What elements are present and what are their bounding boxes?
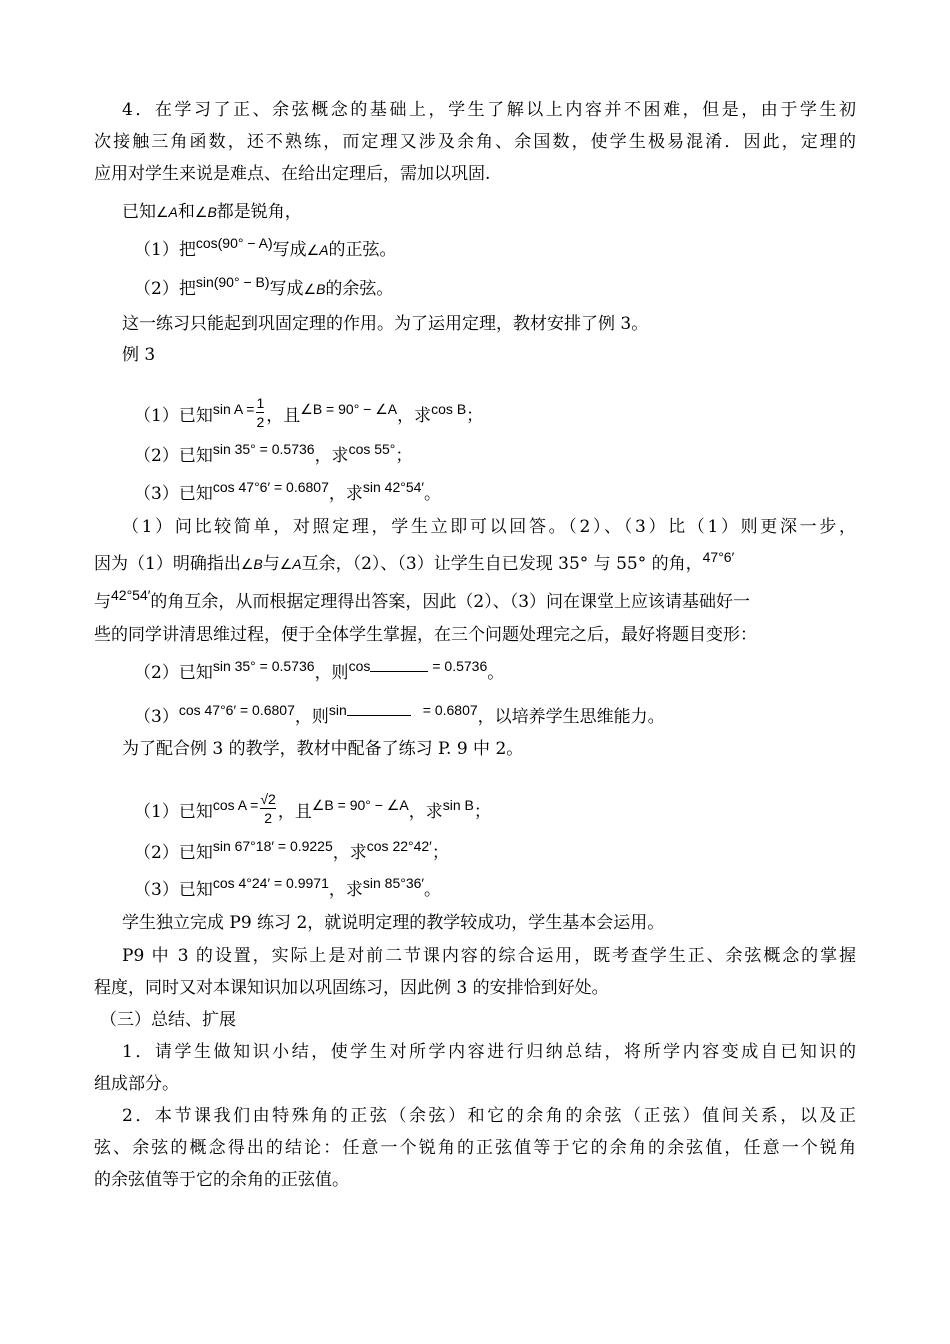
text: ； (473, 802, 491, 822)
summary-2-line-1: 2．本节课我们由特殊角的正弦（余弦）和它的余角的余弦（正弦）值间关系，以及正 (122, 1106, 856, 1126)
text: （1）已知 (134, 406, 213, 426)
practice-intro: 为了配合例 3 的教学，教材中配备了练习 P. 9 中 2。 (122, 739, 524, 759)
function-name: sin (328, 702, 347, 718)
text: （1）已知 (134, 802, 213, 822)
text: （3）已知 (134, 484, 213, 504)
formula: sin 35° = 0.5736 (212, 441, 315, 457)
condition: ∠B = 90° − ∠A (300, 401, 398, 417)
text: 和 (177, 202, 195, 222)
known-angles-line (122, 200, 302, 224)
condition: ∠B = 90° − ∠A (311, 797, 409, 813)
analysis-line-1: （1）问比较简单，对照定理，学生立即可以回答。（2）、（3）比（1）则更深一步， (122, 517, 856, 537)
text: ，求 (332, 843, 367, 863)
target: cos B (431, 401, 467, 417)
text: （2）已知 (134, 843, 213, 863)
summary-2-line-2: 弦、余弦的概念得出的结论：任意一个锐角的正弦值等于它的余角的余弦值，任意一个锐角 (94, 1138, 856, 1158)
analysis-line-2 (94, 549, 735, 576)
formula: cos 47°6′ = 0.6807 (178, 702, 295, 718)
text: 互余，（2）、（3）让学生自已发现 35° 与 55° 的角， (301, 554, 703, 574)
practice-2-item-3 (134, 875, 442, 902)
target: sin 42°54′ (362, 479, 425, 495)
text: ，则 (314, 663, 349, 683)
summary-2-line-3: 的余弦值等于它的余角的正弦值。 (94, 1170, 349, 1190)
text: 的正弦。 (328, 240, 397, 260)
text: ，且 (266, 406, 301, 426)
section-heading: （三）总结、扩展 (100, 1010, 236, 1030)
fraction (260, 790, 275, 827)
text: ，求 (314, 446, 349, 466)
practice-2-item-1 (134, 791, 491, 837)
text: （2）把 (134, 279, 196, 299)
fraction (256, 394, 264, 431)
paragraph-4-line-3: 应用对学生来说是难点、在给出定理后，需加以巩固. (94, 164, 491, 184)
text: 的角互余，从而根据定理得出答案，因此（2）、（3）问在课堂上应该请基础好一 (150, 592, 751, 612)
text: （3）已知 (134, 880, 213, 900)
function-name: cos (348, 658, 371, 674)
independent-practice-note: 学生独立完成 P9 练习 2，就说明定理的教学较成功，学生基本会运用。 (122, 913, 665, 933)
exercise-2-line (134, 274, 394, 301)
p9-line-1: P9 中 3 的设置，实际上是对前二节课内容的综合运用，既考查学生正、余弦概念的掌握 (122, 946, 856, 966)
angle-a: ∠A (156, 204, 178, 220)
text: 。 (424, 484, 442, 504)
target: cos 55° (348, 441, 396, 457)
text: ，求 (328, 880, 363, 900)
fill-in-blank (347, 703, 411, 716)
formula-rhs: = 0.6807 (422, 702, 478, 718)
fill-in-blank (370, 659, 428, 672)
text: ，求 (408, 802, 443, 822)
text: （2）已知 (134, 446, 213, 466)
text: 。 (424, 880, 442, 900)
formula-rhs: = 0.5736 (432, 658, 488, 674)
text: 因为（1）明确指出 (94, 554, 241, 574)
formula-lhs: sin A = (212, 401, 255, 417)
text: 都是锐角， (216, 202, 302, 222)
angle-b: ∠B (303, 281, 326, 297)
example-3-item-2 (134, 441, 413, 468)
text: ； (395, 446, 413, 466)
angle-a: ∠A (306, 242, 329, 258)
formula-lhs: cos A = (212, 797, 259, 813)
text: 已知 (122, 202, 156, 222)
formula: sin(90° − B) (195, 274, 270, 290)
text: ； (466, 406, 484, 426)
text: 写成 (272, 240, 307, 260)
example-3-title: 例 3 (122, 345, 156, 365)
text: ，求 (397, 406, 432, 426)
formula: sin 67°18′ = 0.9225 (212, 838, 333, 854)
formula: cos(90° − A) (195, 235, 273, 251)
text: 写成 (269, 279, 304, 299)
text: ； (431, 843, 449, 863)
numerator: √2 (260, 791, 276, 807)
analysis-line-4: 些的同学讲清思维过程，便于全体学生掌握，在三个问题处理完之后，最好将题目变形： (94, 625, 757, 645)
analysis-line-3 (94, 587, 751, 614)
formula: cos 4°24′ = 0.9971 (212, 875, 329, 891)
angle-b: ∠B (194, 204, 217, 220)
exercise-1-line (134, 235, 397, 262)
practice-note: 这一练习只能起到巩固定理的作用。为了运用定理，教材安排了例 3。 (122, 314, 649, 334)
variant-3-line (134, 703, 665, 729)
text: （2）已知 (134, 663, 213, 683)
text: ，以培养学生思维能力。 (477, 707, 665, 727)
text: ，求 (328, 484, 363, 504)
text: 。 (487, 663, 505, 683)
variant-2-line (134, 659, 504, 685)
angle-value: 42°54′ (111, 587, 151, 603)
formula: cos 47°6′ = 0.6807 (212, 479, 329, 495)
p9-line-2: 程度，同时又对本课知识加以巩固练习，因此例 3 的安排恰到好处。 (94, 978, 609, 998)
formula: sin 35° = 0.5736 (212, 658, 315, 674)
summary-1-line-1: 1．请学生做知识小结，使学生对所学内容进行归纳总结，将所学内容变成自已知识的 (122, 1042, 856, 1062)
target: sin B (442, 797, 474, 813)
text: （1）把 (134, 240, 196, 260)
text: 的余弦。 (325, 279, 394, 299)
paragraph-4-line-1: 4．在学习了正、余弦概念的基础上，学生了解以上内容并不困难，但是，由于学生初 (122, 100, 856, 120)
paragraph-4-line-2: 次接触三角函数，还不熟练，而定理又涉及余角、余国数，使学生极易混淆．因此，定理的 (94, 132, 856, 152)
target: sin 85°36′ (362, 875, 425, 891)
denominator: 2 (256, 414, 265, 430)
summary-1-line-2: 组成部分。 (94, 1074, 179, 1094)
text: 与 (262, 554, 280, 574)
example-3-item-1 (134, 395, 484, 441)
denominator: 2 (260, 808, 275, 827)
text: ，且 (277, 802, 312, 822)
text: （3） (134, 707, 179, 727)
angle-b: ∠B (240, 556, 263, 572)
example-3-item-3 (134, 479, 442, 506)
angle-a: ∠A (279, 556, 302, 572)
text: 与 (94, 592, 111, 612)
angle-value: 47°6′ (702, 549, 735, 565)
target: cos 22°42′ (366, 838, 432, 854)
text: ，则 (294, 707, 329, 727)
practice-2-item-2 (134, 838, 449, 865)
numerator: 1 (256, 395, 265, 411)
